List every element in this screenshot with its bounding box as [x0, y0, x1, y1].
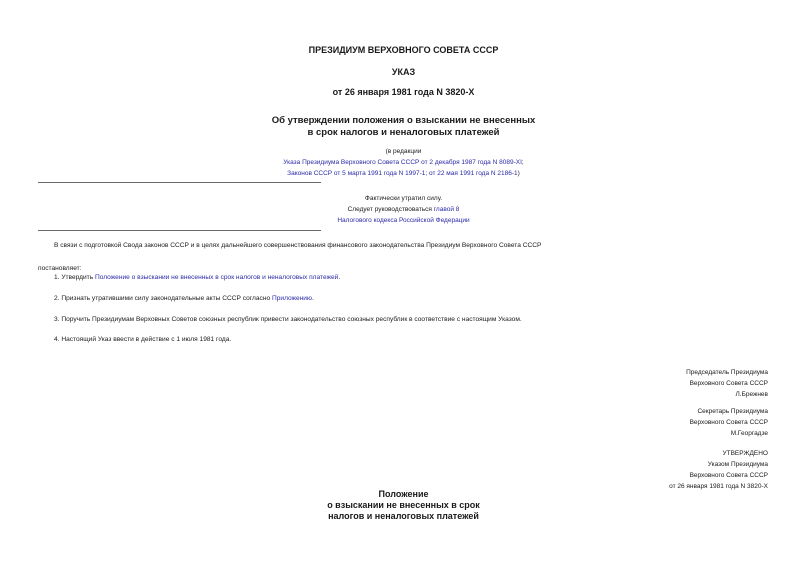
item-3: 3. Поручить Президиумам Верховных Советов союзных республик привести законодательство союзных республик в соответствие с настоящим Указом.: [54, 316, 522, 323]
revision-label: (в редакции: [385, 148, 422, 155]
secretary-title-1: Секретарь Президиума: [697, 408, 768, 415]
approved-by-1: Указом Президиума: [707, 461, 768, 468]
chairman-name: Л.Брежнев: [735, 391, 768, 398]
divider-2: [38, 230, 321, 231]
status-line-1: Фактически утратил силу.: [364, 195, 443, 202]
status-prefix: Следует руководствоваться: [347, 206, 434, 213]
regulation-title-1: Положение: [378, 489, 429, 499]
item-1-suffix: .: [338, 274, 341, 281]
document-title: [0, 115, 807, 139]
approved-by-2: Верховного Совета СССР: [689, 472, 768, 479]
issuer-heading: ПРЕЗИДИУМ ВЕРХОВНОГО СОВЕТА СССР: [308, 45, 499, 55]
item-4: 4. Настоящий Указ ввести в действие с 1 июля 1981 года.: [54, 336, 232, 343]
regulation-title: [0, 489, 807, 522]
item-2-prefix: 2. Признать утратившими силу законодательные акты СССР согласно: [54, 295, 272, 302]
status-link-chapter[interactable]: главой 8: [433, 206, 460, 213]
revision-note: [0, 146, 807, 179]
item-1-prefix: 1. Утвердить: [54, 274, 95, 281]
item-2: [54, 295, 314, 302]
revision-line-1: [0, 157, 807, 168]
chairman-signature: [686, 367, 768, 400]
divider-1: [38, 182, 321, 183]
approved-date: от 26 января 1981 года N 3820-X: [669, 483, 768, 490]
chairman-title-1: Председатель Президиума: [686, 369, 768, 376]
regulation-title-3: налогов и неналоговых платежей: [328, 511, 479, 521]
item-1: [54, 274, 340, 281]
document-type: УКАЗ: [391, 67, 416, 77]
approval-block: [669, 448, 768, 492]
revision-line-2: [0, 168, 807, 179]
document-date-number: от 26 января 1981 года N 3820-X: [332, 87, 475, 97]
title-line-1: Об утверждении положения о взыскании не внесенных: [271, 115, 536, 126]
intro-paragraph: В связи с подготовкой Свода законов СССР и в целях дальнейшего совершенствования финансового законодательства Президиум Верховного Совета СССР: [54, 242, 542, 249]
approved-label: УТВЕРЖДЕНО: [722, 450, 768, 457]
revision-link-laws[interactable]: Законов СССР от 5 марта 1991 года N 1997-1; от 22 мая 1991 года N 2186-1: [287, 170, 518, 177]
status-note: [0, 193, 807, 226]
secretary-title-2: Верховного Совета СССР: [689, 419, 768, 426]
status-line-2: [0, 204, 807, 215]
resolves-label: постановляет:: [38, 265, 82, 272]
status-link-tax-code[interactable]: Налогового кодекса Российской Федерации: [337, 217, 470, 224]
item-2-suffix: .: [311, 295, 314, 302]
status-line-3: [0, 215, 807, 226]
secretary-signature: [690, 406, 768, 439]
item-2-link[interactable]: Приложению: [271, 295, 312, 302]
revision-separator: ;: [521, 159, 524, 166]
revision-link-decree[interactable]: Указа Президиума Верховного Совета СССР от 2 декабря 1987 года N 8089-XI: [283, 159, 522, 166]
item-1-link[interactable]: Положение о взыскании не внесенных в срок налогов и неналоговых платежей: [94, 274, 339, 281]
regulation-title-2: о взыскании не внесенных в срок: [327, 500, 480, 510]
title-line-2: в срок налогов и неналоговых платежей: [307, 127, 500, 138]
secretary-name: М.Георгадзе: [730, 430, 768, 437]
revision-close: ): [517, 170, 520, 177]
chairman-title-2: Верховного Совета СССР: [689, 380, 768, 387]
